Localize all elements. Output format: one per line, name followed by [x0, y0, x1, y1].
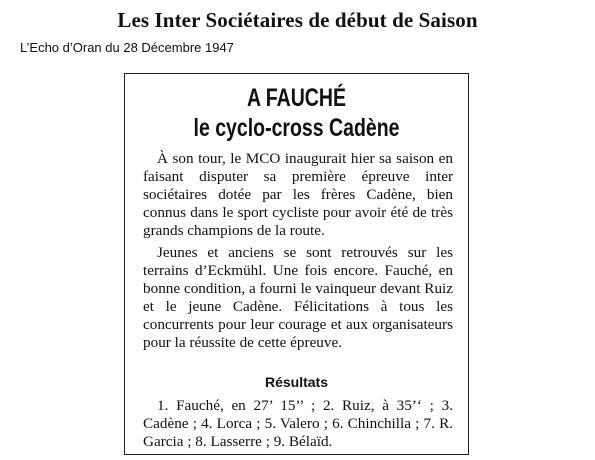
results-list: 1. Fauché, en 27’ 15’’ ; 2. Ruiz, à 35’‘ ; 3. Cadène ; 4. Lorca ; 5. Valero ; 6. Chinchilla ; 7. R. Garcia ; 8. Lasserre ; 9. Bélaïd. — [143, 397, 453, 450]
headline-line-1: A FAUCHÉ — [247, 84, 346, 112]
page-title: Les Inter Sociétaires de début de Saison — [117, 8, 478, 32]
source-caption: L’Echo d’Oran du 28 Décembre 1947 — [20, 40, 234, 55]
article-paragraph-2: Jeunes et anciens se sont retrouvés sur les terrains d’Eckmühl. Une fois encore. Fauché, en bonne condition, a fourni le vainqueur devant Ruiz et le jeune Cadène. Félicitations à tous les concurrents pour leur courage et aux organisateurs pour la réussite de cette épreuve. — [143, 244, 453, 351]
headline-line-2: le cyclo-cross Cadène — [193, 114, 400, 142]
results-heading: Résultats — [264, 374, 329, 390]
article-paragraph-1: À son tour, le MCO inaugurait hier sa saison en faisant disputer sa première épreuve inter sociétaires dotée par les frères Cadène, bien connus dans le sport cycliste pour avoir été de très grands champions de la route. — [143, 150, 453, 239]
article-clipping — [124, 73, 469, 455]
